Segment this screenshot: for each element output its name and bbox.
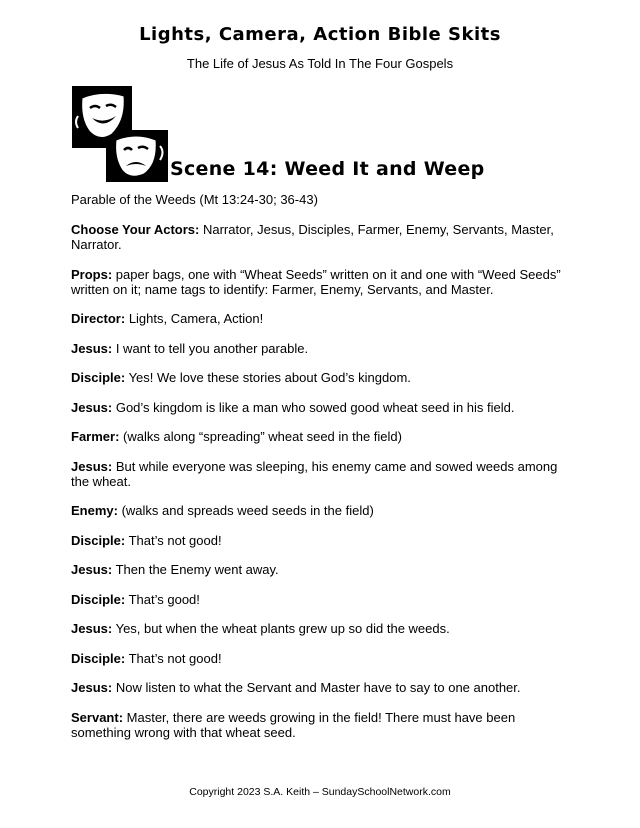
script-line [71,651,571,666]
speaker-label: Jesus: [71,399,113,415]
speaker-label: Jesus: [71,340,113,356]
speaker-label: Jesus: [71,680,113,695]
script-line [71,400,571,415]
line-text: Yes! We love these stories about God’s kingdom. [128,370,411,385]
script-line [71,429,571,444]
header-subtitle: The Life of Jesus As Told In The Four Gospels [186,56,454,71]
script-line [71,710,571,740]
script-line [71,533,571,548]
speaker-label: Jesus: [71,562,113,577]
footer-copyright: Copyright 2023 S.A. Keith – SundaySchoolNetwork.com [189,786,451,798]
script-line [71,370,571,385]
line-text: Lights, Camera, Action! [128,311,264,326]
line-text: Then the Enemy went away. [115,562,279,577]
script-line [71,311,571,326]
line-text: God’s kingdom is like a man who sowed good wheat seed in his field. [115,399,515,415]
speaker-label: Farmer: [71,429,120,444]
speaker-label: Jesus: [71,458,113,474]
line-text: (walks and spreads weed seeds in the field) [121,503,374,518]
speaker-label: Enemy: [71,503,118,518]
speaker-label: Jesus: [71,621,113,636]
script-line [71,459,571,489]
line-text: But while everyone was sleeping, his enemy came and sowed weeds among the wheat. [71,458,558,489]
line-text: paper bags, one with “Wheat Seeds” written on it and one with “Weed Seeds” written on it; name tags to identify: Farmer, Enemy, Servants, and Master. [71,266,561,297]
line-text: Narrator, Jesus, Disciples, Farmer, Enemy, Servants, Master, Narrator. [71,222,554,252]
script-line [71,267,571,297]
script-line [71,621,571,636]
header-title: Lights, Camera, Action Bible Skits [139,24,501,45]
script-line [71,503,571,518]
scene-title: Scene 14: Weed It and Weep [170,158,485,180]
line-text: That’s not good! [128,532,222,548]
speaker-label: Disciple: [71,591,126,607]
script-line [71,222,571,252]
speaker-label: Disciple: [71,370,126,385]
line-text: That’s not good! [128,650,222,666]
script-line [71,680,571,695]
script-line [71,341,571,356]
speaker-label: Props: [71,266,113,282]
script-line [71,562,571,577]
scene-subtitle: Parable of the Weeds (Mt 13:24-30; 36-43) [71,192,318,207]
line-text: Now listen to what the Servant and Master have to say to one another. [115,680,521,695]
line-text: I want to tell you another parable. [115,340,309,356]
speaker-label: Disciple: [71,650,126,666]
speaker-label: Choose Your Actors: [71,222,200,237]
line-text: Master, there are weeds growing in the field! There must have been something wrong with that wheat seed. [71,709,516,740]
theater-masks-icon [72,86,168,182]
script-body [71,222,571,754]
line-text: That’s good! [128,591,200,607]
speaker-label: Director: [71,311,126,326]
speaker-label: Disciple: [71,532,126,548]
line-text: (walks along “spreading” wheat seed in the field) [123,429,402,444]
line-text: Yes, but when the wheat plants grew up so did the weeds. [115,621,450,636]
script-line [71,592,571,607]
speaker-label: Servant: [71,709,124,725]
